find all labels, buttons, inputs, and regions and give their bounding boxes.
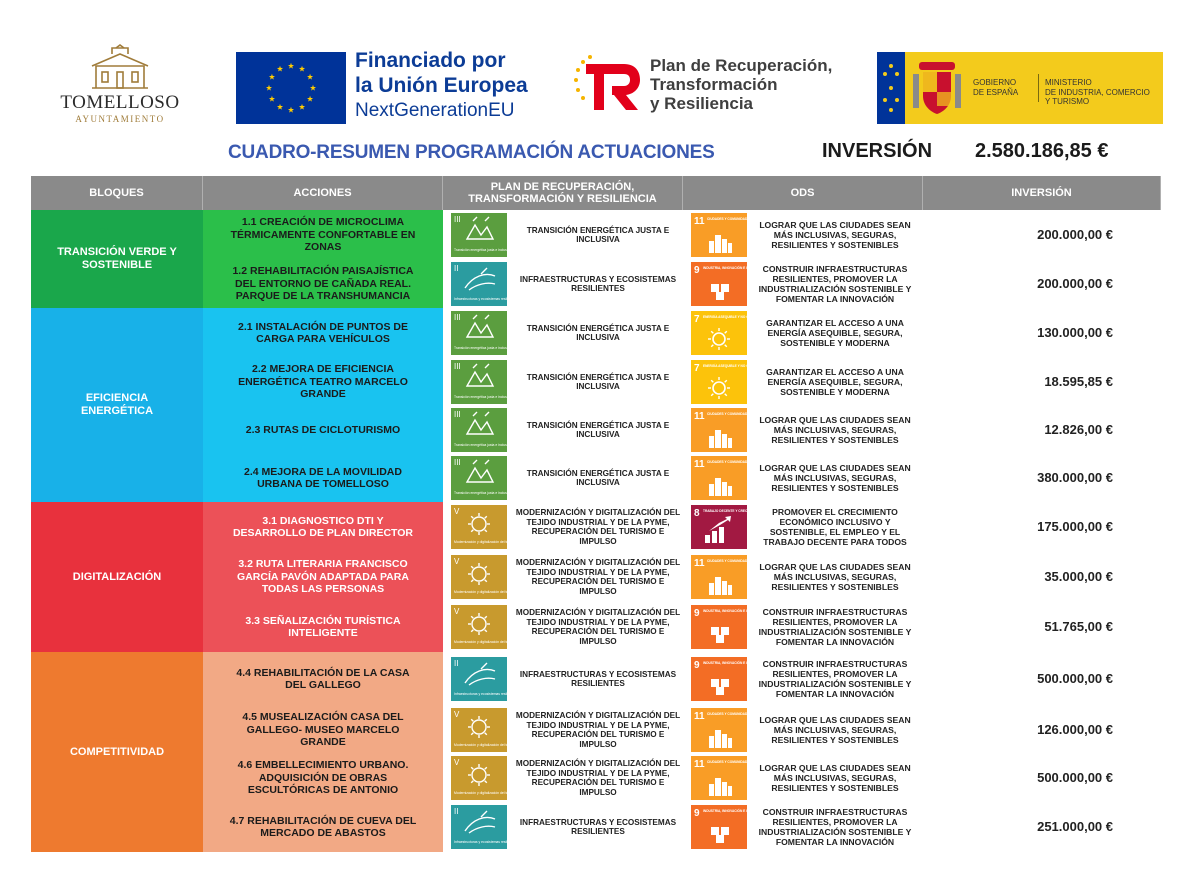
plan-label: INFRAESTRUCTURAS Y ECOSISTEMAS RESILIENTES bbox=[519, 274, 677, 293]
action-label: 2.3 RUTAS DE CICLOTURISMO bbox=[245, 423, 401, 436]
gobierno-divider bbox=[1038, 74, 1039, 102]
tomelloso-logo bbox=[52, 44, 188, 124]
gobierno-line1: GOBIERNO bbox=[973, 78, 1017, 87]
eu-star bbox=[310, 85, 316, 91]
prtr-text bbox=[650, 56, 870, 113]
investment-amount: 35.000,00 € bbox=[1044, 569, 1113, 584]
svg-text:Transición energética justa e: Transición energética justa e inclusiva bbox=[454, 443, 512, 447]
tomelloso-name: TOMELLOSO bbox=[60, 92, 180, 113]
svg-text:INDUSTRIA, INNOVACIÓN E INFRAE: INDUSTRIA, INNOVACIÓN E INFRAESTRUCTURA bbox=[703, 661, 778, 665]
eu-star bbox=[277, 104, 283, 110]
action-label: 1.1 CREACIÓN DE MICROCLIMA TÉRMICAMENTE CONFORTABLE EN ZONAS bbox=[230, 216, 416, 254]
svg-text:III: III bbox=[454, 215, 461, 224]
ods-11-icon bbox=[691, 408, 775, 452]
investment-amount: 18.595,85 € bbox=[1044, 374, 1113, 389]
tomelloso-sub: AYUNTAMIENTO bbox=[75, 114, 165, 124]
eu-flag-icon bbox=[236, 52, 346, 124]
plan-component-v-icon bbox=[451, 555, 529, 599]
action-label: 3.3 SEÑALIZACIÓN TURÍSTICA INTELIGENTE bbox=[245, 614, 401, 639]
table-row bbox=[203, 210, 1161, 260]
svg-text:Modernización y digitalización: Modernización y digitalización del tejido industrial bbox=[454, 743, 529, 747]
action-label: 3.1 DIAGNOSTICO DTI Y DESARROLLO DE PLAN DIRECTOR bbox=[232, 514, 414, 539]
plan-component-iii-icon bbox=[451, 456, 512, 500]
ods-label: CONSTRUIR INFRAESTRUCTURAS RESILIENTES, PROMOVER LA INDUSTRIALIZACIÓN SOSTENIBLE Y FOMENTAR LA INNOVACIÓN bbox=[758, 658, 912, 700]
svg-text:V: V bbox=[454, 507, 460, 516]
table-row bbox=[203, 652, 1161, 706]
svg-text:11: 11 bbox=[694, 711, 705, 722]
svg-text:V: V bbox=[454, 557, 460, 566]
svg-text:11: 11 bbox=[694, 459, 705, 470]
eu-star bbox=[269, 96, 275, 102]
ministerio-line1: MINISTERIO bbox=[1045, 78, 1092, 87]
ods-label: CONSTRUIR INFRAESTRUCTURAS RESILIENTES, PROMOVER LA INDUSTRIALIZACIÓN SOSTENIBLE Y FOMENTAR LA INNOVACIÓN bbox=[758, 806, 912, 848]
col-header-plan-line2: TRANSFORMACIÓN Y RESILIENCIA bbox=[468, 193, 657, 205]
plan-label: TRANSICIÓN ENERGÉTICA JUSTA E INCLUSIVA bbox=[526, 225, 670, 244]
plan-label: INFRAESTRUCTURAS Y ECOSISTEMAS RESILIENTES bbox=[519, 817, 677, 836]
ods-11-icon bbox=[691, 756, 775, 800]
svg-text:V: V bbox=[454, 710, 460, 719]
ods-11-icon bbox=[691, 555, 775, 599]
plan-component-ii-icon bbox=[451, 262, 517, 306]
ods-label: LOGRAR QUE LAS CIUDADES SEAN MÁS INCLUSIVAS, SEGURAS, RESILIENTES Y SOSTENIBLES bbox=[759, 462, 911, 494]
plan-label: TRANSICIÓN ENERGÉTICA JUSTA E INCLUSIVA bbox=[526, 372, 670, 391]
investment-total: 2.580.186,85 € bbox=[975, 140, 1109, 162]
col-header-inversion: INVERSIÓN bbox=[923, 176, 1161, 210]
table-row bbox=[203, 454, 1161, 502]
ods-8-icon bbox=[691, 505, 782, 549]
eu-star bbox=[277, 66, 283, 72]
table-row bbox=[203, 802, 1161, 852]
action-label: 2.4 MEJORA DE LA MOVILIDAD URBANA DE TOMELLOSO bbox=[244, 465, 402, 490]
svg-text:9: 9 bbox=[694, 265, 700, 276]
eu-funding-text bbox=[355, 48, 555, 123]
svg-text:II: II bbox=[454, 659, 459, 668]
investment-amount: 200.000,00 € bbox=[1037, 276, 1113, 291]
investment-amount: 51.765,00 € bbox=[1044, 619, 1113, 634]
investment-amount: 251.000,00 € bbox=[1037, 819, 1113, 834]
prtr-line3: y Resiliencia bbox=[650, 94, 754, 113]
svg-text:11: 11 bbox=[694, 759, 705, 770]
svg-text:Infraestructuras y ecosistemas: Infraestructuras y ecosistemas resilientes bbox=[454, 692, 517, 696]
svg-text:Transición energética justa e: Transición energética justa e inclusiva bbox=[454, 248, 512, 252]
svg-text:CIUDADES Y COMUNIDADES SOSTENI: CIUDADES Y COMUNIDADES SOSTENIBLES bbox=[707, 412, 775, 416]
town-hall-icon bbox=[88, 44, 152, 90]
investment-amount: 130.000,00 € bbox=[1037, 325, 1113, 340]
col-header-plan bbox=[443, 176, 683, 210]
action-label: 4.5 MUSEALIZACIÓN CASA DEL GALLEGO- MUSEO MARCELO GRANDE bbox=[242, 711, 404, 749]
plan-label: INFRAESTRUCTURAS Y ECOSISTEMAS RESILIENTES bbox=[519, 669, 677, 688]
svg-text:Modernización y digitalización: Modernización y digitalización del tejido industrial bbox=[454, 640, 529, 644]
eu-star bbox=[307, 74, 313, 80]
bloque-competitividad: COMPETITIVIDAD bbox=[31, 652, 203, 852]
ods-label: GARANTIZAR EL ACCESO A UNA ENERGÍA ASEQUIBLE, SEGURA, SOSTENIBLE Y MODERNA bbox=[766, 317, 904, 349]
eu-star bbox=[288, 63, 294, 69]
plan-label: MODERNIZACIÓN Y DIGITALIZACIÓN DEL TEJIDO INDUSTRIAL Y DE LA PYME, RECUPERACIÓN DEL TURISMO E IMPULSO bbox=[515, 711, 681, 749]
svg-text:9: 9 bbox=[694, 660, 700, 671]
ods-label: LOGRAR QUE LAS CIUDADES SEAN MÁS INCLUSIVAS, SEGURAS, RESILIENTES Y SOSTENIBLES bbox=[759, 414, 911, 446]
plan-label: TRANSICIÓN ENERGÉTICA JUSTA E INCLUSIVA bbox=[526, 323, 670, 342]
gobierno-line2: DE ESPAÑA bbox=[973, 87, 1019, 97]
action-label: 3.2 RUTA LITERARIA FRANCISCO GARCÍA PAVÓN ADAPTADA PARA TODAS LAS PERSONAS bbox=[237, 558, 409, 596]
ods-7-icon bbox=[691, 311, 772, 355]
action-label: 1.2 REHABILITACIÓN PAISAJÍSTICA DEL ENTORNO DE CAÑADA REAL. PARQUE DE LA TRANSHUMANCIA bbox=[232, 265, 414, 303]
svg-text:9: 9 bbox=[694, 608, 700, 619]
col-header-acciones: ACCIONES bbox=[203, 176, 443, 210]
eu-line3: NextGenerationEU bbox=[355, 100, 515, 121]
svg-text:V: V bbox=[454, 758, 460, 767]
svg-text:ENERGÍA ASEQUIBLE Y NO CONTAMI: ENERGÍA ASEQUIBLE Y NO CONTAMINANTE bbox=[703, 364, 772, 368]
ods-label: LOGRAR QUE LAS CIUDADES SEAN MÁS INCLUSIVAS, SEGURAS, RESILIENTES Y SOSTENIBLES bbox=[759, 561, 911, 593]
ods-label: PROMOVER EL CRECIMIENTO ECONÓMICO INCLUSIVO Y SOSTENIBLE, EL EMPLEO Y EL TRABAJO DECENTE PARA TODOS bbox=[763, 506, 907, 548]
bloque-eficiencia: EFICIENCIA ENERGÉTICA bbox=[31, 308, 203, 502]
ods-label: LOGRAR QUE LAS CIUDADES SEAN MÁS INCLUSIVAS, SEGURAS, RESILIENTES Y SOSTENIBLES bbox=[759, 219, 911, 251]
svg-text:II: II bbox=[454, 264, 459, 273]
table-row bbox=[203, 754, 1161, 802]
table-row bbox=[203, 602, 1161, 652]
action-label: 4.7 REHABILITACIÓN DE CUEVA DEL MERCADO DE ABASTOS bbox=[229, 814, 417, 839]
svg-text:INDUSTRIA, INNOVACIÓN E INFRAE: INDUSTRIA, INNOVACIÓN E INFRAESTRUCTURA bbox=[703, 266, 778, 270]
plan-label: MODERNIZACIÓN Y DIGITALIZACIÓN DEL TEJIDO INDUSTRIAL Y DE LA PYME, RECUPERACIÓN DEL TURISMO E IMPULSO bbox=[515, 759, 681, 797]
ods-7-icon bbox=[691, 360, 772, 404]
svg-text:Transición energética justa e: Transición energética justa e inclusiva bbox=[454, 395, 512, 399]
investment-amount: 126.000,00 € bbox=[1037, 722, 1113, 737]
svg-text:7: 7 bbox=[694, 314, 700, 325]
svg-text:Modernización y digitalización: Modernización y digitalización del tejido industrial bbox=[454, 590, 529, 594]
table-row bbox=[203, 706, 1161, 754]
investment-amount: 175.000,00 € bbox=[1037, 519, 1113, 534]
table-row bbox=[203, 552, 1161, 602]
svg-text:7: 7 bbox=[694, 363, 700, 374]
ods-label: LOGRAR QUE LAS CIUDADES SEAN MÁS INCLUSIVAS, SEGURAS, RESILIENTES Y SOSTENIBLES bbox=[759, 762, 911, 794]
svg-text:Modernización y digitalización: Modernización y digitalización del tejido industrial bbox=[454, 791, 529, 795]
svg-text:II: II bbox=[454, 807, 459, 816]
plan-label: MODERNIZACIÓN Y DIGITALIZACIÓN DEL TEJIDO INDUSTRIAL Y DE LA PYME, RECUPERACIÓN DEL TURISMO E IMPULSO bbox=[515, 508, 681, 546]
prtr-logo-icon bbox=[572, 54, 644, 112]
bloque-digitalizacion: DIGITALIZACIÓN bbox=[31, 502, 203, 652]
table-row bbox=[203, 502, 1161, 552]
table-row bbox=[203, 358, 1161, 406]
svg-text:V: V bbox=[454, 607, 460, 616]
prtr-line1: Plan de Recuperación, bbox=[650, 56, 833, 75]
plan-component-iii-icon bbox=[451, 360, 512, 404]
eu-star bbox=[299, 104, 305, 110]
svg-text:11: 11 bbox=[694, 411, 705, 422]
eu-star bbox=[266, 85, 272, 91]
svg-text:8: 8 bbox=[694, 508, 700, 519]
action-label: 2.1 INSTALACIÓN DE PUNTOS DE CARGA PARA VEHÍCULOS bbox=[238, 320, 408, 345]
investment-amount: 12.826,00 € bbox=[1044, 422, 1113, 437]
plan-component-ii-icon bbox=[451, 657, 517, 701]
prtr-line2: Transformación bbox=[650, 75, 778, 94]
ods-label: CONSTRUIR INFRAESTRUCTURAS RESILIENTES, PROMOVER LA INDUSTRIALIZACIÓN SOSTENIBLE Y FOMENTAR LA INNOVACIÓN bbox=[758, 263, 912, 305]
svg-text:CIUDADES Y COMUNIDADES SOSTENI: CIUDADES Y COMUNIDADES SOSTENIBLES bbox=[707, 559, 775, 563]
eu-line1: Financiado por bbox=[355, 49, 506, 72]
svg-text:III: III bbox=[454, 362, 461, 371]
ods-11-icon bbox=[691, 456, 775, 500]
svg-text:Infraestructuras y ecosistemas: Infraestructuras y ecosistemas resilientes bbox=[454, 840, 517, 844]
plan-label: MODERNIZACIÓN Y DIGITALIZACIÓN DEL TEJIDO INDUSTRIAL Y DE LA PYME, RECUPERACIÓN DEL TURISMO E IMPULSO bbox=[515, 608, 681, 646]
col-header-plan-line1: PLAN DE RECUPERACIÓN, bbox=[490, 181, 635, 193]
eu-star bbox=[299, 66, 305, 72]
svg-text:CIUDADES Y COMUNIDADES SOSTENI: CIUDADES Y COMUNIDADES SOSTENIBLES bbox=[707, 217, 775, 221]
bloque-transicion-verde: TRANSICIÓN VERDE Y SOSTENIBLE bbox=[31, 210, 203, 308]
action-label: 4.6 EMBELLECIMIENTO URBANO. ADQUISICIÓN DE OBRAS ESCULTÓRICAS DE ANTONIO bbox=[237, 759, 409, 797]
ministerio-line3: Y TURISMO bbox=[1045, 97, 1090, 106]
table-row bbox=[203, 308, 1161, 358]
table-row bbox=[203, 406, 1161, 454]
action-label: 2.2 MEJORA DE EFICIENCIA ENERGÉTICA TEATRO MARCELO GRANDE bbox=[238, 363, 408, 401]
investment-label: INVERSIÓN bbox=[822, 140, 933, 162]
plan-component-v-icon bbox=[451, 605, 529, 649]
eu-star bbox=[288, 107, 294, 113]
ods-9-icon bbox=[691, 262, 778, 306]
svg-text:III: III bbox=[454, 410, 461, 419]
ods-11-icon bbox=[691, 708, 775, 752]
ods-11-icon bbox=[691, 213, 775, 257]
ods-label: GARANTIZAR EL ACCESO A UNA ENERGÍA ASEQUIBLE, SEGURA, SOSTENIBLE Y MODERNA bbox=[766, 366, 904, 398]
svg-text:9: 9 bbox=[694, 808, 700, 819]
ods-label: LOGRAR QUE LAS CIUDADES SEAN MÁS INCLUSIVAS, SEGURAS, RESILIENTES Y SOSTENIBLES bbox=[759, 714, 911, 746]
svg-text:11: 11 bbox=[694, 558, 705, 569]
plan-label: TRANSICIÓN ENERGÉTICA JUSTA E INCLUSIVA bbox=[526, 420, 670, 439]
col-header-ods: ODS bbox=[683, 176, 923, 210]
gobierno-logo bbox=[877, 52, 1163, 124]
svg-text:INDUSTRIA, INNOVACIÓN E INFRAE: INDUSTRIA, INNOVACIÓN E INFRAESTRUCTURA bbox=[703, 609, 778, 613]
investment-amount: 500.000,00 € bbox=[1037, 671, 1113, 686]
svg-text:CIUDADES Y COMUNIDADES SOSTENI: CIUDADES Y COMUNIDADES SOSTENIBLES bbox=[707, 712, 775, 716]
col-header-bloques: BLOQUES bbox=[31, 176, 203, 210]
ministerio-text bbox=[1045, 78, 1161, 107]
svg-text:CIUDADES Y COMUNIDADES SOSTENI: CIUDADES Y COMUNIDADES SOSTENIBLES bbox=[707, 760, 775, 764]
ods-9-icon bbox=[691, 805, 778, 849]
svg-text:INDUSTRIA, INNOVACIÓN E INFRAE: INDUSTRIA, INNOVACIÓN E INFRAESTRUCTURA bbox=[703, 809, 778, 813]
svg-text:ENERGÍA ASEQUIBLE Y NO CONTAMI: ENERGÍA ASEQUIBLE Y NO CONTAMINANTE bbox=[703, 315, 772, 319]
eu-mini-flag-icon bbox=[877, 52, 905, 124]
investment-amount: 380.000,00 € bbox=[1037, 470, 1113, 485]
plan-component-iii-icon bbox=[451, 213, 512, 257]
ministerio-line2: DE INDUSTRIA, COMERCIO bbox=[1045, 87, 1150, 97]
svg-text:III: III bbox=[454, 313, 461, 322]
page-title: CUADRO-RESUMEN PROGRAMACIÓN ACTUACIONES bbox=[228, 142, 715, 163]
eu-star bbox=[269, 74, 275, 80]
svg-text:11: 11 bbox=[694, 216, 705, 227]
table-row bbox=[203, 260, 1161, 308]
plan-component-v-icon bbox=[451, 756, 529, 800]
svg-text:TRABAJO DECENTE Y CRECIMIENTO: TRABAJO DECENTE Y CRECIMIENTO ECONÓMICO bbox=[703, 509, 782, 513]
plan-component-ii-icon bbox=[451, 805, 517, 849]
svg-text:Transición energética justa e: Transición energética justa e inclusiva bbox=[454, 346, 512, 350]
svg-text:Modernización y digitalización: Modernización y digitalización del tejido industrial bbox=[454, 540, 529, 544]
ods-9-icon bbox=[691, 605, 778, 649]
plan-component-v-icon bbox=[451, 505, 529, 549]
plan-label: MODERNIZACIÓN Y DIGITALIZACIÓN DEL TEJIDO INDUSTRIAL Y DE LA PYME, RECUPERACIÓN DEL TURISMO E IMPULSO bbox=[515, 558, 681, 596]
gobierno-text bbox=[973, 78, 1037, 97]
investment-amount: 200.000,00 € bbox=[1037, 227, 1113, 242]
eu-star bbox=[307, 96, 313, 102]
svg-text:CIUDADES Y COMUNIDADES SOSTENI: CIUDADES Y COMUNIDADES SOSTENIBLES bbox=[707, 460, 775, 464]
investment-amount: 500.000,00 € bbox=[1037, 770, 1113, 785]
coat-of-arms-icon bbox=[911, 58, 963, 118]
svg-text:Transición energética justa e: Transición energética justa e inclusiva bbox=[454, 491, 512, 495]
plan-label: TRANSICIÓN ENERGÉTICA JUSTA E INCLUSIVA bbox=[526, 468, 670, 487]
svg-text:III: III bbox=[454, 458, 461, 467]
plan-component-iii-icon bbox=[451, 311, 512, 355]
ods-9-icon bbox=[691, 657, 778, 701]
action-label: 4.4 REHABILITACIÓN DE LA CASA DEL GALLEGO bbox=[236, 666, 410, 691]
plan-component-iii-icon bbox=[451, 408, 512, 452]
svg-text:Infraestructuras y ecosistemas: Infraestructuras y ecosistemas resilientes bbox=[454, 297, 517, 301]
eu-line2: la Unión Europea bbox=[355, 74, 528, 97]
ods-label: CONSTRUIR INFRAESTRUCTURAS RESILIENTES, PROMOVER LA INDUSTRIALIZACIÓN SOSTENIBLE Y FOMENTAR LA INNOVACIÓN bbox=[758, 606, 912, 648]
plan-component-v-icon bbox=[451, 708, 529, 752]
